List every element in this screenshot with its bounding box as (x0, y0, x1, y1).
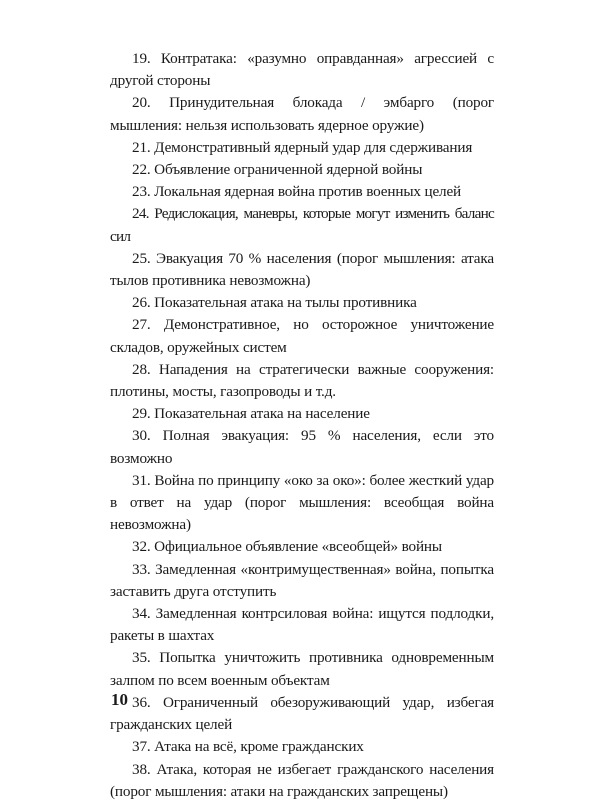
list-item: 31. Война по принципу «око за око»: более жесткий удар в ответ на удар (порог мышления: всеобщая война невозможна) (110, 471, 494, 534)
list-item: 33. Замедленная «контримущественная» война, попытка заставить друга отступить (110, 560, 494, 600)
list-item: 22. Объявление ограниченной ядерной войны (132, 161, 423, 179)
list-item: 29. Показательная атака на население (132, 405, 370, 423)
list-item: 35. Попытка уничтожить противника одновременным залпом по всем военным объектам (110, 649, 494, 689)
list-item: 24. Редислокация, маневры, которые могут изменить баланс сил (110, 205, 494, 245)
list-item: 19. Контратака: «разумно оправданная» агрессией с другой стороны (110, 50, 494, 90)
list-item: 23. Локальная ядерная война против военных целей (132, 183, 462, 201)
list-item: 36. Ограниченный обезоруживающий удар, избегая гражданских целей (110, 693, 494, 734)
list-item: 30. Полная эвакуация: 95 % населения, если это возможно (110, 427, 494, 467)
list-item: 38. Атака, которая не избегает гражданского населения (порог мышления: атаки на гражданских запрещены) (110, 760, 494, 800)
list-item: 25. Эвакуация 70 % населения (порог мышления: атака тылов противника невозможна) (110, 249, 494, 290)
escalation-list (110, 48, 494, 803)
list-item: 37. Атака на всё, кроме гражданских (132, 738, 364, 756)
list-item: 26. Показательная атака на тылы противника (132, 294, 417, 312)
list-item: 28. Нападения на стратегически важные сооружения: плотины, мосты, газопроводы и т.д. (110, 360, 494, 401)
list-item: 21. Демонстративный ядерный удар для сдерживания (132, 138, 473, 156)
list-item: 34. Замедленная контрсиловая война: ищутся подлодки, ракеты в шахтах (110, 605, 494, 645)
list-item: 20. Принудительная блокада / эмбарго (порог мышления: нельзя использовать ядерное оружие) (110, 94, 494, 134)
list-item: 32. Официальное объявление «всеобщей» войны (132, 538, 442, 556)
list-item: 27. Демонстративное, но осторожное уничтожение складов, оружейных систем (110, 316, 494, 356)
page-number: 10 (111, 690, 128, 709)
